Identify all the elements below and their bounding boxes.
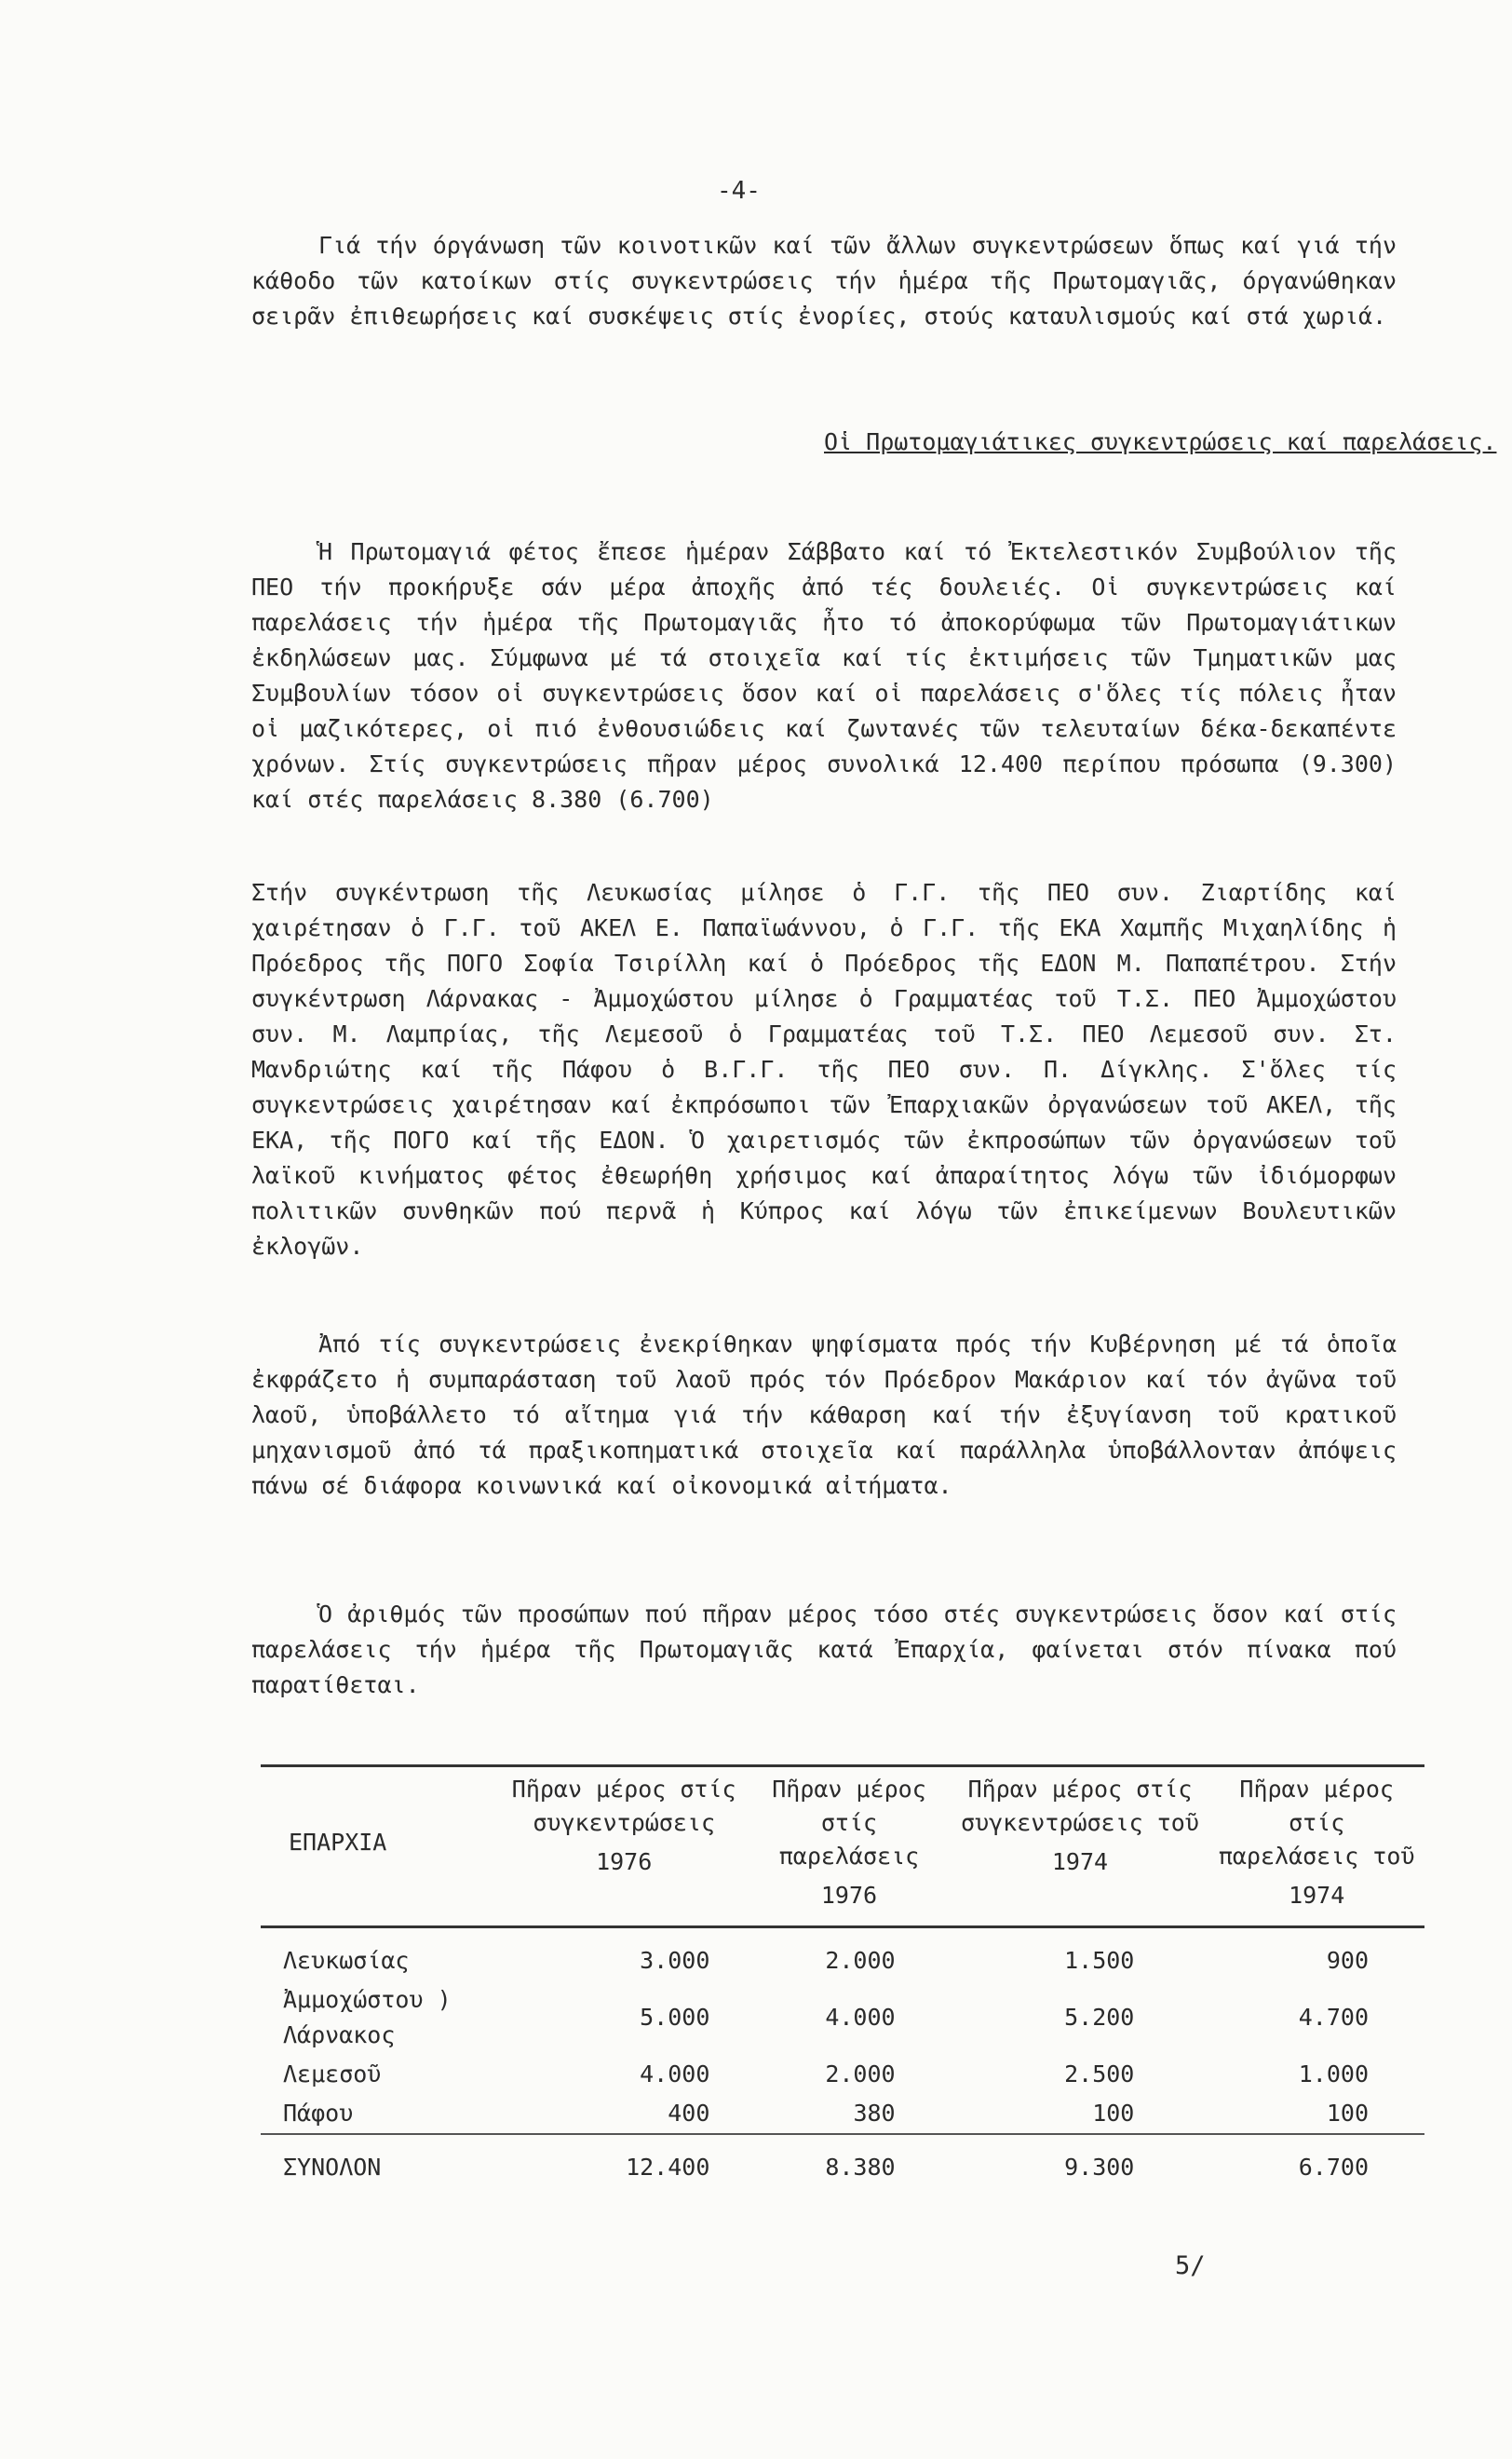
header-rallies-1976 [501, 1766, 747, 1927]
header-parades-1976 [747, 1766, 951, 1927]
total-value: 9.300 [952, 2134, 1209, 2187]
cell-value: 1.500 [1064, 1947, 1135, 1974]
cell-value: 2.000 [825, 1947, 896, 1974]
next-page-number: 5/ [1175, 2251, 1206, 2280]
total-value: 12.400 [501, 2134, 747, 2187]
paragraph-may-day: Ἡ Πρωτομαγιά φέτος ἔπεσε ἡμέραν Σάββατο καί τό Ἐκτελεστικόν Συμβούλιον τῆς ΠΕΟ τήν προκήρυξε σάν μέρα ἀποχῆς ἀπό τές δουλειές. Οἱ συγκεντρώσεις καί παρελάσεις τήν ἡμέρα τῆς Πρωτομαγιᾶς ἦτο τό ἀποκορύφωμα τῶν Πρωτομαγιάτικων ἐκδηλώσεων μας. Σύμφωνα μέ τά στοιχεῖα καί τίς ἐκτιμήσεις τῶν Τμηματικῶν μας Συμβουλίων τόσον οἱ συγκεντρώσεις ὅσον καί οἱ παρελάσεις σ'ὅλες τίς πόλεις ἦταν οἱ μαζικότερες, οἱ πιό ἐνθουσιώδεις καί ζωντανές τῶν τελευταίων δέκα-δεκαπέντε χρόνων. Στίς συγκεντρώσεις πῆραν μέρος συνολικά 12.400 περίπου πρόσωπα (9.300) καί στές παρελάσεις 8.380 (6.700) [251, 538, 1397, 813]
cell-value: 2.500 [1064, 2060, 1135, 2087]
cell-value: 100 [1092, 2100, 1135, 2127]
cell-value: 5.000 [640, 2004, 710, 2031]
row-region: Ἀμμοχώστου ) Λάρνακος [283, 1986, 452, 2048]
paragraph-organisation: Γιά τήν όργάνωση τῶν κοινοτικῶν καί τῶν ἄλλων συγκεντρώσεων ὅπως καί γιά τήν κάθοδο τῶν κατοίκων στίς συγκεντρώσεις τήν ἡμέρα τῆς Πρωτομαγιᾶς, όργανώθηκαν σειρᾶν ἐπιθεωρήσεις καί συσκέψεις στίς ἐνορίες, στούς καταυλισμούς καί στά χωριά. [251, 232, 1397, 330]
header-label: Πῆραν μέρος στίς παρελάσεις [772, 1776, 926, 1870]
table-row [261, 2055, 1424, 2094]
table-row [261, 2094, 1424, 2134]
table-row [261, 1927, 1424, 1981]
table-total-row [261, 2134, 1424, 2187]
row-region: Πάφου [283, 2100, 354, 2127]
header-label: ΕΠΑΡΧΙΑ [289, 1829, 387, 1856]
header-year: 1976 [820, 1882, 878, 1909]
header-rallies-1974 [952, 1766, 1209, 1927]
paragraph-resolutions: Ἀπό τίς συγκεντρώσεις ἐνεκρίθηκαν ψηφίσματα πρός τήν Κυβέρνηση μέ τά ὁποῖα ἐκφράζετο ἡ συμπαράσταση τοῦ λαοῦ πρός τόν Πρόεδρον Μακάριον καί τόν ἀγῶνα τοῦ λαοῦ, ὑποβάλλετο τό αἴτημα γιά τήν κάθαρση καί τήν ἐξυγίανση τοῦ κρατικοῦ μηχανισμοῦ ἀπό τά πραξικοπηματικά στοιχεῖα καί παράλληλα ὑποβάλλονταν ἀπόψεις πάνω σέ διάφορα κοινωνικά καί οἰκονομικά αἰτήματα. [251, 1331, 1397, 1499]
cell-value: 4.700 [1298, 2004, 1369, 2031]
total-label: ΣΥΝΟΛΟΝ [261, 2134, 501, 2187]
cell-value: 100 [1326, 2100, 1369, 2127]
header-label: Πῆραν μέρος στίς παρελάσεις τοῦ [1218, 1776, 1415, 1870]
cell-value: 4.000 [825, 2004, 896, 2031]
header-parades-1974 [1208, 1766, 1424, 1927]
cell-value: 900 [1326, 1947, 1369, 1974]
cell-value: 2.000 [825, 2060, 896, 2087]
header-label: Πῆραν μέρος στίς συγκεντρώσεις [511, 1776, 736, 1836]
cell-value: 4.000 [640, 2060, 710, 2087]
header-label: Πῆραν μέρος στίς συγκεντρώσεις τοῦ [961, 1776, 1199, 1836]
page-number: -4- [717, 177, 761, 205]
cell-value: 3.000 [640, 1947, 710, 1974]
section-heading: Οἱ Πρωτομαγιάτικες συγκεντρώσεις καί παρελάσεις. [824, 428, 1497, 455]
total-value: 8.380 [747, 2134, 951, 2187]
cell-value: 5.200 [1064, 2004, 1135, 2031]
participation-table [261, 1764, 1424, 2187]
paragraph-table-intro: Ὁ ἀριθμός τῶν προσώπων πού πῆραν μέρος τόσο στές συγκεντρώσεις ὅσον καί στίς παρελάσεις τήν ἡμέρα τῆς Πρωτομαγιᾶς κατά Ἐπαρχία, φαίνεται στόν πίνακα πού παρατίθεται. [251, 1601, 1397, 1698]
header-year: 1974 [1289, 1882, 1345, 1909]
table-row [261, 1980, 1424, 2055]
cell-value: 380 [853, 2100, 896, 2127]
row-region: Λευκωσίας [283, 1947, 410, 1974]
header-year: 1976 [596, 1848, 653, 1875]
cell-value: 400 [668, 2100, 710, 2127]
table-header-row [261, 1766, 1424, 1927]
row-region: Λεμεσοῦ [283, 2060, 382, 2087]
cell-value: 1.000 [1298, 2060, 1369, 2087]
paragraph-speakers: Στήν συγκέντρωση τῆς Λευκωσίας μίλησε ὁ Γ.Γ. τῆς ΠΕΟ συν. Ζιαρτίδης καί χαιρέτησαν ὁ Γ.Γ. τοῦ ΑΚΕΛ Ε. Παπαϊωάννου, ὁ Γ.Γ. τῆς ΕΚΑ Χαμπῆς Μιχαηλίδης ἡ Πρόεδρος τῆς ΠΟΓΟ Σοφία Τσιρίλλη καί ὁ Πρόεδρος τῆς ΕΔΟΝ Μ. Παπαπέτρου. Στήν συγκέντρωση Λάρνακας - Ἀμμοχώστου μίλησε ὁ Γραμματέας τοῦ Τ.Σ. ΠΕΟ Ἀμμοχώστου συν. Μ. Λαμπρίας, τῆς Λεμεσοῦ ὁ Γραμματέας τοῦ Τ.Σ. ΠΕΟ Λεμεσοῦ συν. Στ. Μανδριώτης καί τῆς Πάφου ὁ Β.Γ.Γ. τῆς ΠΕΟ συν. Π. Δίγκλης. Σ'ὅλες τίς συγκεντρώσεις χαιρέτησαν καί ἐκπρόσωποι τῶν Ἐπαρχιακῶν ὀργανώσεων τοῦ ΑΚΕΛ, τῆς ΕΚΑ, τῆς ΠΟΓΟ καί τῆς ΕΔΟΝ. Ὁ χαιρετισμός τῶν ἐκπροσώπων τῶν ὀργανώσεων τοῦ λαϊκοῦ κινήματος φέτος ἐθεωρήθη χρήσιμος καί ἀπαραίτητος λόγω τῶν ἰδιόμορφων πολιτικῶν συνθηκῶν πού περνᾶ ἡ Κύπρος καί λόγω τῶν ἐπικείμενων Βουλευτικῶν ἐκλογῶν. [251, 879, 1397, 1260]
header-year: 1974 [1051, 1848, 1109, 1875]
header-region [261, 1766, 501, 1927]
total-value: 6.700 [1208, 2134, 1424, 2187]
